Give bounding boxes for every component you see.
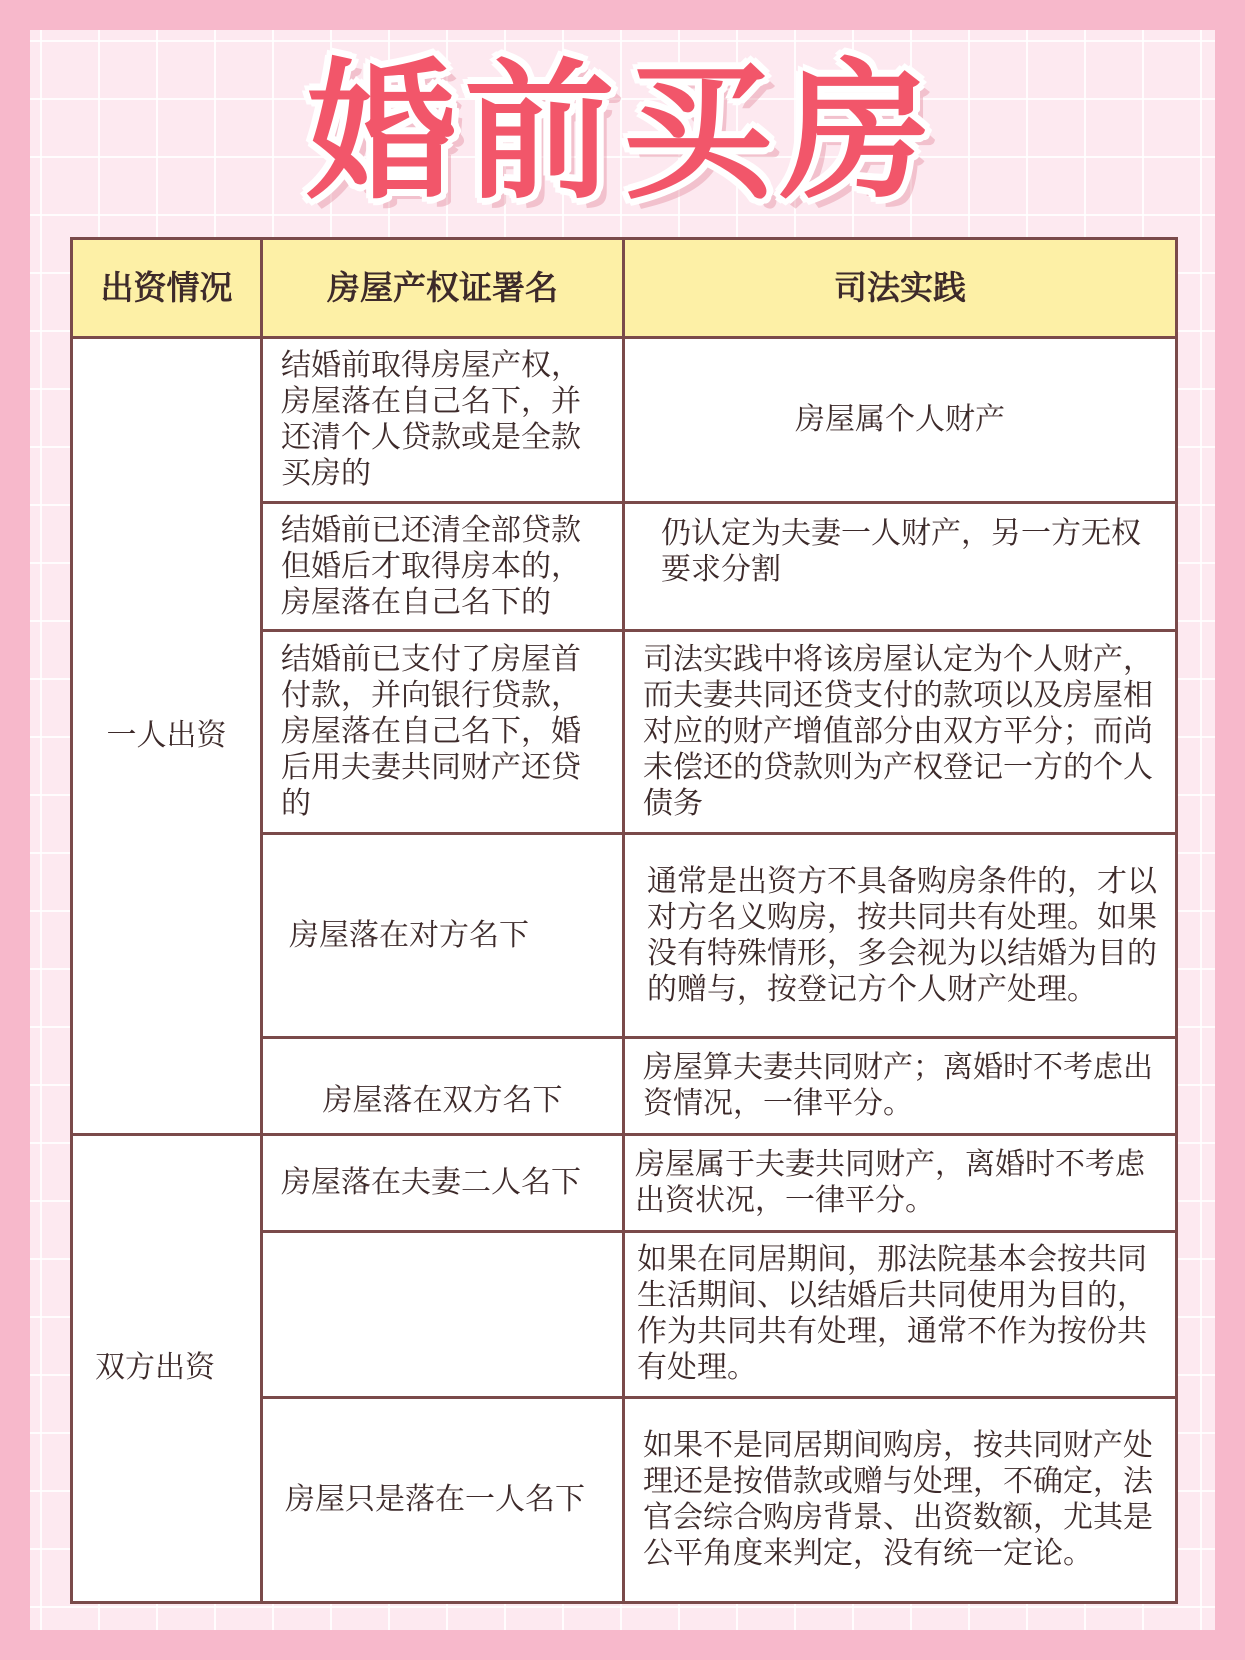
certificate-cell: 房屋落在对方名下 [262, 834, 624, 1038]
table-row [72, 1134, 1177, 1231]
practice-cell: 房屋属个人财产 [624, 337, 1177, 502]
header-judicial-practice: 司法实践 [624, 239, 1177, 338]
certificate-cell: 房屋落在夫妻二人名下 [262, 1134, 624, 1231]
practice-cell: 通常是出资方不具备购房条件的，才以对方名义购房，按共同共有处理。如果没有特殊情形，多会视为以结婚为目的的赠与，按登记方个人财产处理。 [624, 834, 1177, 1038]
certificate-cell: 结婚前已还清全部贷款但婚后才取得房本的，房屋落在自己名下的 [262, 503, 624, 631]
practice-cell: 仍认定为夫妻一人财产，另一方无权要求分割 [624, 503, 1177, 631]
group-label-single: 一人出资 [72, 337, 262, 1134]
certificate-cell [262, 1231, 624, 1397]
certificate-cell: 结婚前取得房屋产权，房屋落在自己名下，并还清个人贷款或是全款买房的 [262, 337, 624, 502]
practice-cell: 如果不是同居期间购房，按共同财产处理还是按借款或赠与处理，不确定，法官会综合购房背景、出资数额，尤其是公平角度来判定，没有统一定论。 [624, 1397, 1177, 1602]
header-funding: 出资情况 [72, 239, 262, 338]
table-row [72, 337, 1177, 502]
certificate-cell: 房屋落在双方名下 [262, 1038, 624, 1135]
practice-cell: 房屋算夫妻共同财产；离婚时不考虑出资情况，一律平分。 [624, 1038, 1177, 1135]
practice-cell: 如果在同居期间，那法院基本会按共同生活期间、以结婚后共同使用为目的，作为共同共有处理，通常不作为按份共有处理。 [624, 1231, 1177, 1397]
table-header-row [72, 239, 1177, 338]
comparison-table [70, 237, 1178, 1604]
practice-cell: 房屋属于夫妻共同财产，离婚时不考虑出资状况，一律平分。 [624, 1134, 1177, 1231]
practice-cell: 司法实践中将该房屋认定为个人财产，而夫妻共同还贷支付的款项以及房屋相对应的财产增值部分由双方平分；而尚未偿还的贷款则为产权登记一方的个人债务 [624, 631, 1177, 834]
header-certificate-name: 房屋产权证署名 [262, 239, 624, 338]
certificate-cell: 房屋只是落在一人名下 [262, 1397, 624, 1602]
certificate-cell: 结婚前已支付了房屋首付款，并向银行贷款，房屋落在自己名下，婚后用夫妻共同财产还贷的 [262, 631, 624, 834]
group-label-both: 双方出资 [72, 1134, 262, 1602]
page-title: 婚前买房 [306, 46, 939, 220]
